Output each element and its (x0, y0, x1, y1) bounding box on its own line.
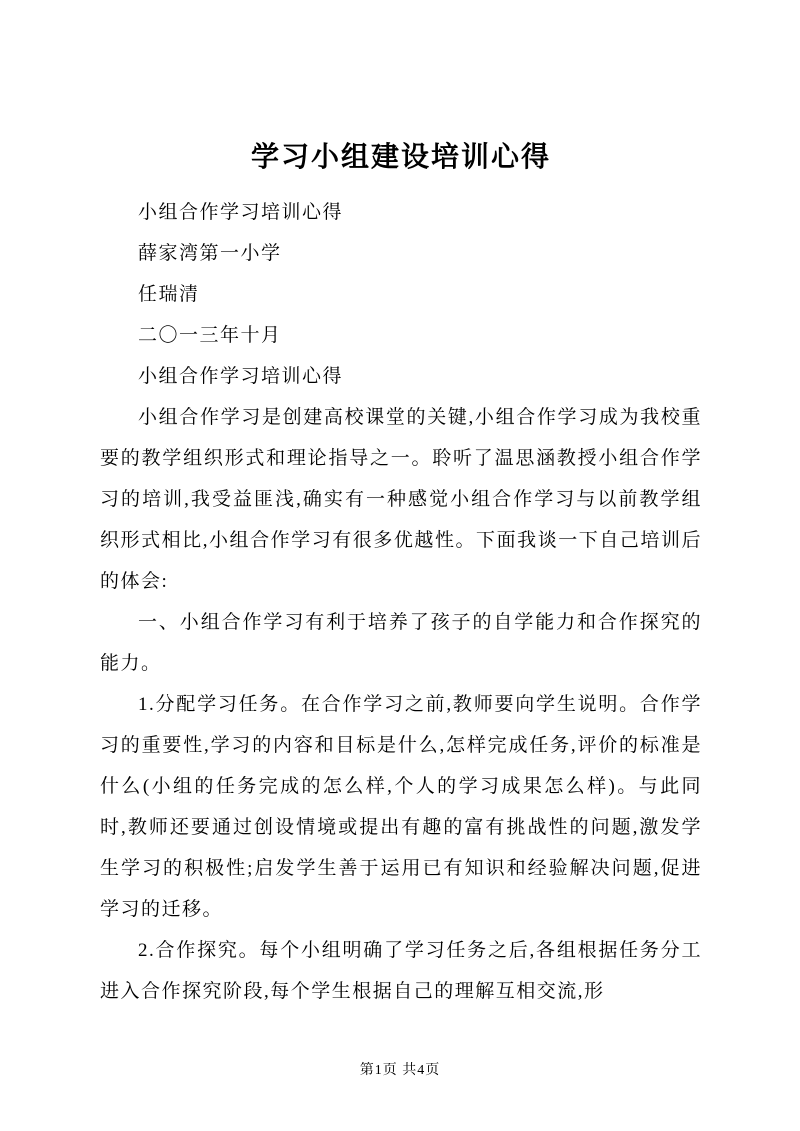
body-paragraph: 2.合作探究。每个小组明确了学习任务之后,各组根据任务分工进入合作探究阶段,每个学生根据自己的理解互相交流,形 (100, 940, 702, 1002)
intro-line: 薛家湾第一小学 (138, 243, 282, 264)
intro-line: 小组合作学习培训心得 (138, 202, 344, 223)
body-paragraph: 小组合作学习是创建高校课堂的关键,小组合作学习成为我校重要的教学组织形式和理论指导之一。聆听了温思涵教授小组合作学习的培训,我受益匪浅,确实有一种感觉小组合作学习与以前教学组织形式相比,小组合作学习有很多优越性。下面我谈一下自己培训后的体会: (100, 407, 702, 592)
page-number: 第1页 共4页 (359, 1063, 441, 1078)
intro-line: 任瑞清 (138, 284, 200, 305)
intro-line: 小组合作学习培训心得 (138, 366, 344, 387)
intro-line: 二〇一三年十月 (138, 325, 282, 346)
document-title: 学习小组建设培训心得 (250, 142, 551, 173)
body-paragraph: 一、小组合作学习有利于培养了孩子的自学能力和合作探究的能力。 (100, 612, 702, 674)
body-paragraph: 1.分配学习任务。在合作学习之前,教师要向学生说明。合作学习的重要性,学习的内容和目标是什么,怎样完成任务,评价的标准是什么(小组的任务完成的怎么样,个人的学习成果怎么样)。与此同时,教师还要通过创设情境或提出有趣的富有挑战性的问题,激发学生学习的积极性;启发学生善于运用已有知识和经验解决问题,促进学习的迁移。 (100, 694, 702, 920)
document-content (100, 140, 702, 1012)
